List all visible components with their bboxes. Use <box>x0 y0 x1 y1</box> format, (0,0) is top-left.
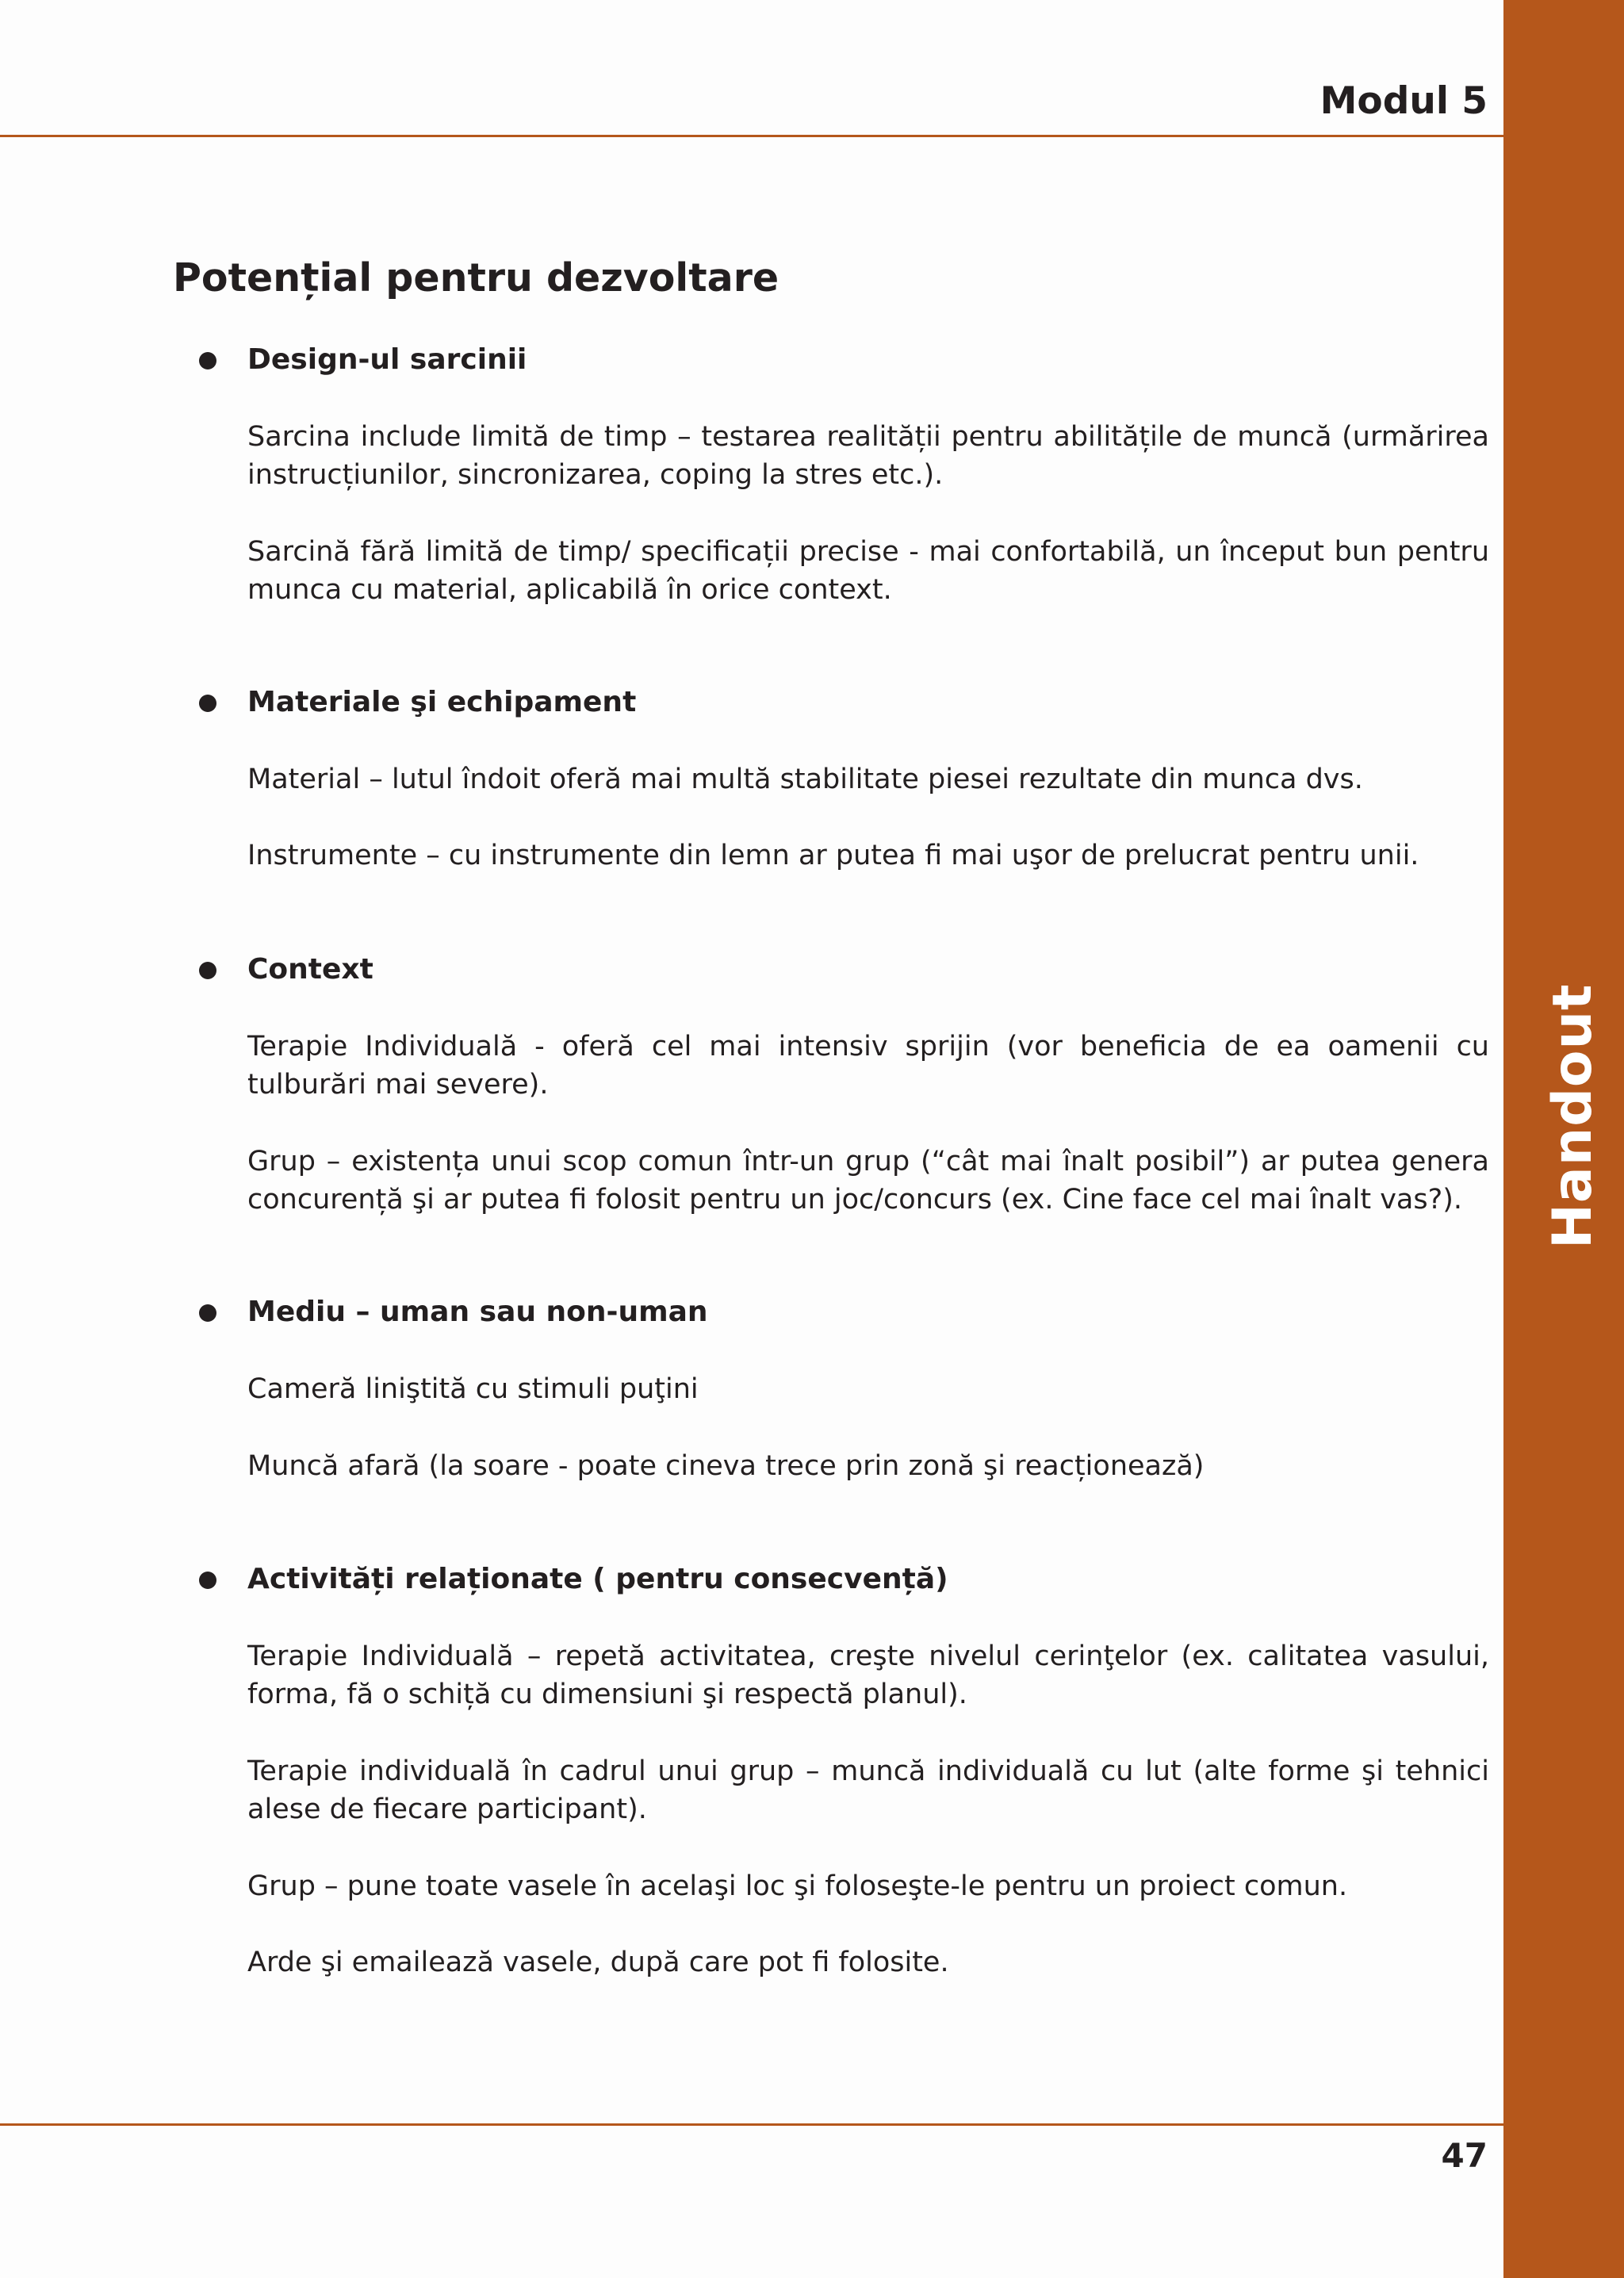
paragraph: Muncă afară (la soare - poate cineva trece prin zonă şi reacționează) <box>247 1450 1205 1482</box>
paragraph: Grup – pune toate vasele în acelaşi loc şi foloseşte-le pentru un proiect comun. <box>247 1870 1348 1902</box>
paragraph: Sarcină fără limită de timp/ specificații precise - mai confortabilă, un început bun pentru munca cu material, aplicabilă în orice context. <box>247 536 1489 606</box>
bullet-icon <box>199 352 216 369</box>
page-number: 47 <box>1441 2136 1488 2175</box>
paragraph: Sarcina include limită de timp – testarea realității pentru abilitățile de muncă (urmărirea instrucțiunilor, sincronizarea, coping la stres etc.). <box>247 421 1489 491</box>
header-rule <box>0 135 1503 137</box>
side-tab-label: Handout <box>1542 983 1604 1249</box>
paragraph: Grup – existența unui scop comun într-un grup (“cât mai înalt posibil”) ar putea genera concurență şi ar putea fi folosit pentru un joc/concurs (ex. Cine face cel mai înalt vas?). <box>247 1146 1489 1216</box>
bullet-icon <box>199 1304 216 1322</box>
bullet-icon <box>199 695 216 712</box>
section-heading: Design-ul sarcinii <box>247 343 527 376</box>
paragraph: Terapie Individuală – repetă activitatea, creşte nivelul cerinţelor (ex. calitatea vasului, forma, fă o schiță cu dimensiuni şi respectă planul). <box>247 1641 1489 1710</box>
bullet-icon <box>199 1572 216 1589</box>
paragraph: Material – lutul îndoit oferă mai multă stabilitate piesei rezultate din munca dvs. <box>247 764 1363 795</box>
section-heading: Activități relaționate ( pentru consecvență) <box>247 1563 948 1595</box>
paragraph: Terapie individuală în cadrul unui grup – muncă individuală cu lut (alte forme şi tehnici alese de fiecare participant). <box>247 1755 1489 1825</box>
module-header: Modul 5 <box>1320 79 1488 123</box>
section-heading: Materiale şi echipament <box>247 686 637 718</box>
section-heading: Context <box>247 953 373 986</box>
paragraph: Instrumente – cu instrumente din lemn ar putea fi mai uşor de prelucrat pentru unii. <box>247 840 1419 871</box>
paragraph: Cameră liniştită cu stimuli puţini <box>247 1373 699 1405</box>
page-title: Potențial pentru dezvoltare <box>173 255 779 301</box>
footer-rule <box>0 2123 1503 2126</box>
bullet-icon <box>199 962 216 979</box>
paragraph: Arde şi emailează vasele, după care pot fi folosite. <box>247 1947 949 1978</box>
paragraph: Terapie Individuală - oferă cel mai intensiv sprijin (vor beneficia de ea oamenii cu tulburări mai severe). <box>247 1031 1489 1101</box>
section-heading: Mediu – uman sau non-uman <box>247 1296 708 1328</box>
